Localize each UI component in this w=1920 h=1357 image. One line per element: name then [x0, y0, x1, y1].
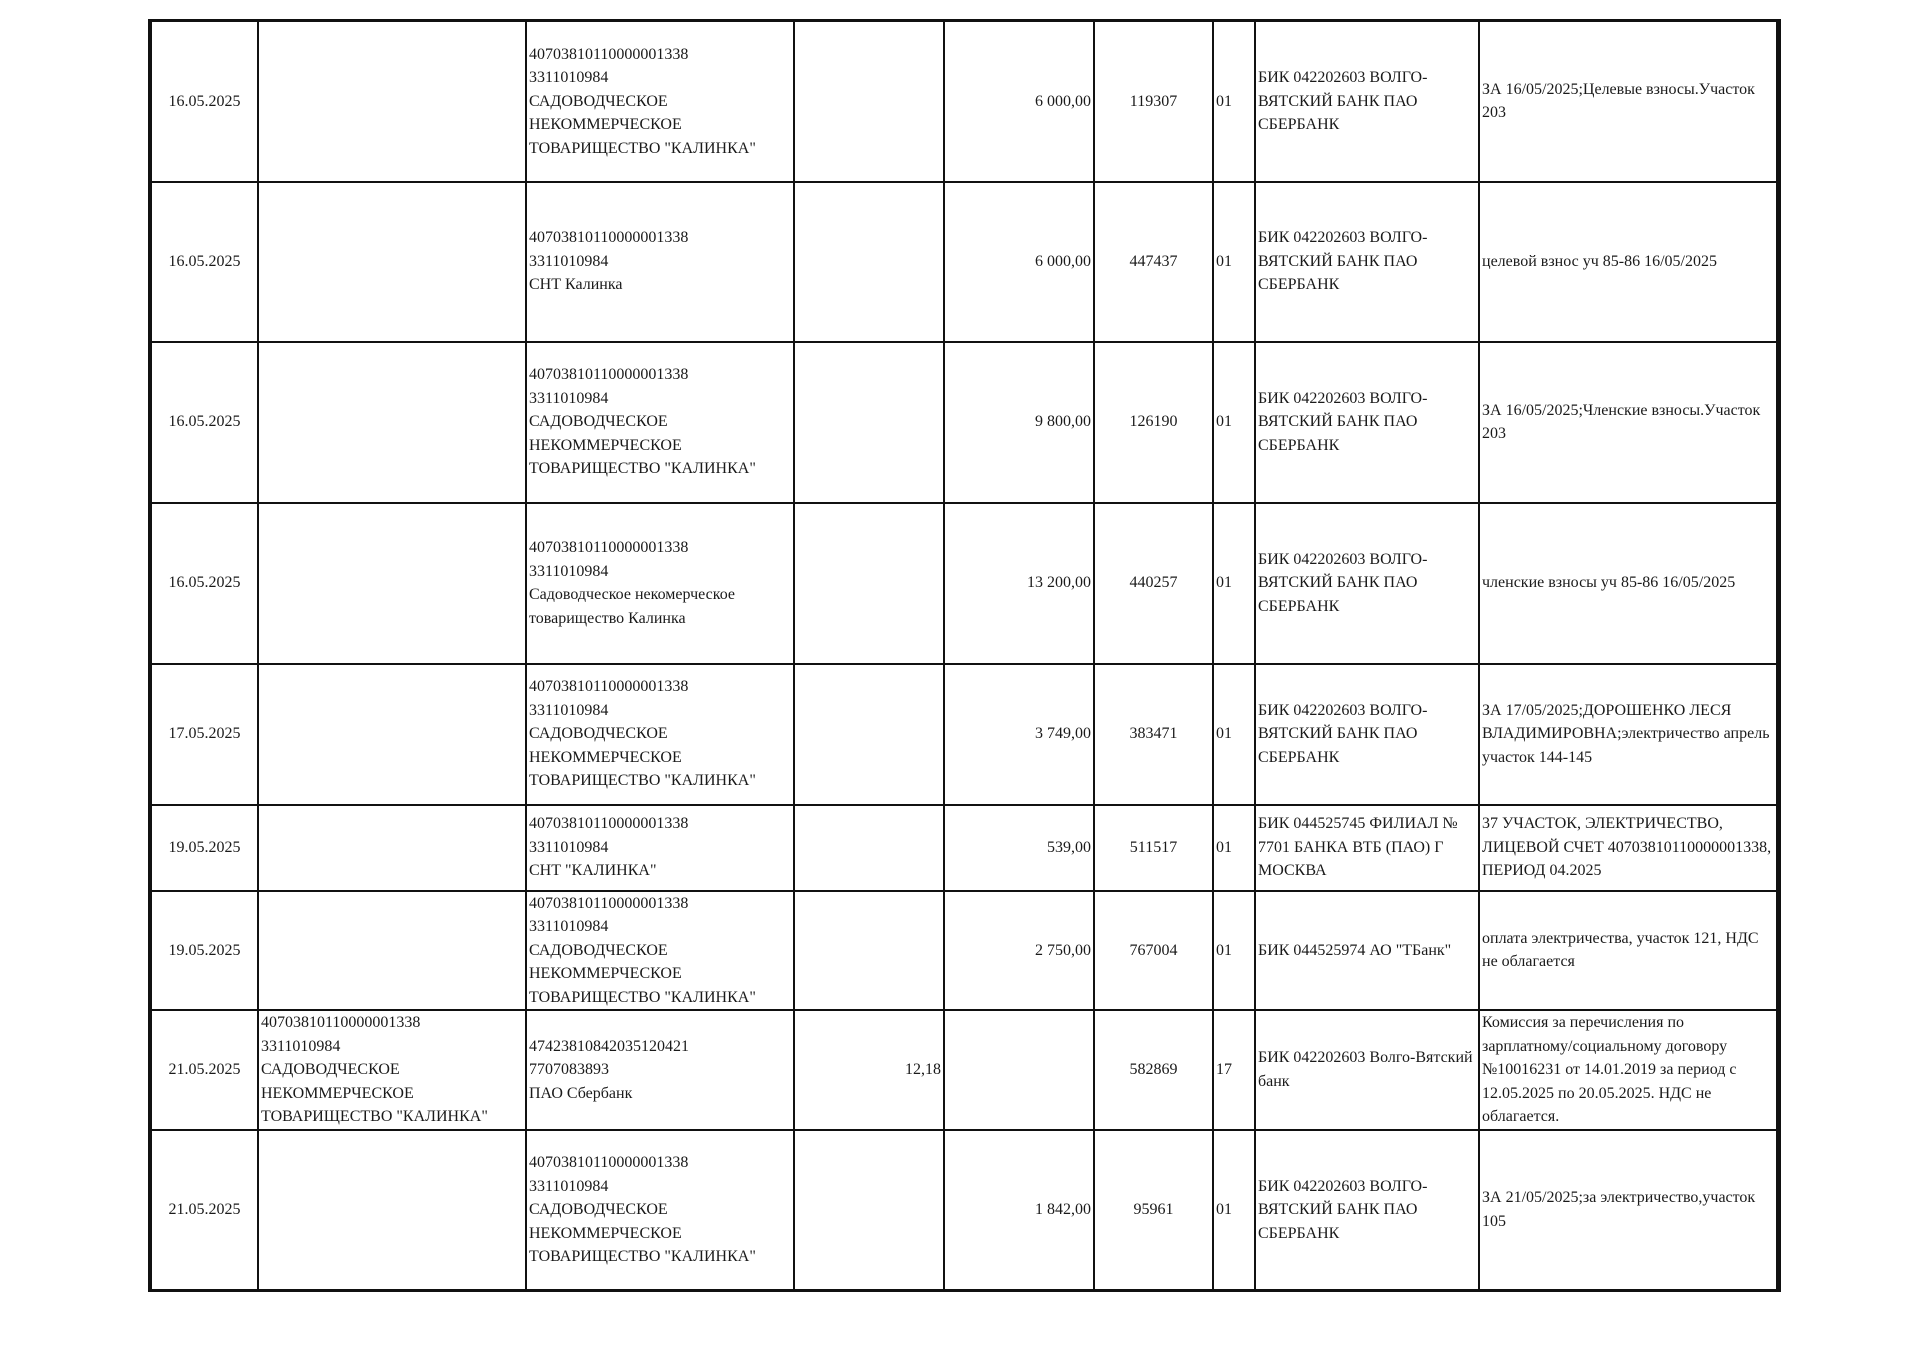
bank-cell: [1255, 1010, 1479, 1130]
recipient-cell: [526, 182, 794, 342]
purpose-text: ЗА 16/05/2025;Целевые взносы.Участок 203: [1482, 80, 1755, 122]
date-cell: [150, 182, 258, 342]
op-code-cell: [1213, 1010, 1255, 1130]
recipient-line: СНТ "КАЛИНКА": [529, 862, 657, 880]
purpose-cell: [1479, 1010, 1778, 1130]
date-cell: [150, 342, 258, 503]
debit-cell: [794, 891, 944, 1011]
bank-cell: [1255, 891, 1479, 1011]
recipient-line: 40703810110000001338: [529, 45, 689, 63]
op-code-cell: [1213, 503, 1255, 664]
recipient-cell: [526, 1130, 794, 1291]
purpose-text: 37 УЧАСТОК, ЭЛЕКТРИЧЕСТВО, ЛИЦЕВОЙ СЧЕТ 40703810110000001338, ПЕРИОД 04.2025: [1482, 815, 1772, 880]
recipient-line: 40703810110000001338: [529, 539, 689, 556]
date-text: 19.05.2025: [168, 838, 241, 856]
op-code-cell: [1213, 664, 1255, 805]
date-cell: [150, 1130, 258, 1291]
debit-cell: [794, 182, 944, 342]
recipient-line: 3311010984: [529, 252, 609, 270]
bank-cell: [1255, 182, 1479, 342]
recipient-line: НЕКОММЕРЧЕСКОЕ: [529, 748, 682, 766]
purpose-cell: [1479, 503, 1778, 664]
op-code-text: 01: [1216, 838, 1232, 856]
bank-cell: [1255, 503, 1479, 664]
op-code-cell: [1213, 805, 1255, 891]
statement-body: [150, 21, 1778, 1291]
bank-text: БИК 042202603 ВОЛГО-ВЯТСКИЙ БАНК ПАО СБЕРБАНК: [1258, 1177, 1428, 1242]
debit-cell: [794, 1130, 944, 1291]
recipient-line: НЕКОММЕРЧЕСКОЕ: [529, 436, 682, 454]
recipient-line: ТОВАРИЩЕСТВО "КАЛИНКА": [529, 988, 756, 1006]
recipient-line: САДОВОДЧЕСКОЕ: [529, 725, 668, 743]
credit-cell: [944, 1010, 1094, 1130]
bank-text: БИК 042202603 ВОЛГО-ВЯТСКИЙ БАНК ПАО СБЕРБАНК: [1258, 229, 1428, 294]
doc-number-text: 95961: [1133, 1201, 1174, 1218]
recipient-line: 40703810110000001338: [529, 815, 689, 833]
date-cell: [150, 891, 258, 1011]
op-code-cell: [1213, 342, 1255, 503]
purpose-cell: [1479, 805, 1778, 891]
purpose-text: членские взносы уч 85-86 16/05/2025: [1482, 574, 1736, 592]
purpose-text: оплата электричества, участок 121, НДС не облагается: [1482, 929, 1759, 971]
date-cell: [150, 805, 258, 891]
recipient-line: 40703810110000001338: [529, 1154, 689, 1171]
credit-cell: [944, 182, 1094, 342]
doc-number-cell: [1094, 1010, 1213, 1130]
date-text: 21.05.2025: [168, 1201, 241, 1218]
payer-cell: [258, 1010, 526, 1130]
payer-cell: [258, 503, 526, 664]
bank-cell: [1255, 342, 1479, 503]
purpose-cell: [1479, 21, 1778, 182]
recipient-line: ТОВАРИЩЕСТВО "КАЛИНКА": [529, 139, 756, 157]
op-code-cell: [1213, 182, 1255, 342]
recipient-cell: [526, 891, 794, 1011]
doc-number-cell: [1094, 182, 1213, 342]
purpose-text: Комиссия за перечисления по зарплатному/социальному договору №10016231 от 14.01.2019 за период с 12.05.2025 по 20.05.2025. НДС не облагается.: [1482, 1014, 1737, 1125]
debit-cell: [794, 503, 944, 664]
purpose-cell: [1479, 664, 1778, 805]
table-row: [150, 664, 1778, 805]
purpose-cell: [1479, 1130, 1778, 1291]
date-cell: [150, 503, 258, 664]
doc-number-cell: [1094, 891, 1213, 1011]
recipient-line: САДОВОДЧЕСКОЕ: [529, 1201, 668, 1218]
recipient-line: САДОВОДЧЕСКОЕ: [529, 92, 668, 110]
table-row: [150, 891, 1778, 1011]
recipient-line: САДОВОДЧЕСКОЕ: [529, 941, 668, 959]
doc-number-text: 767004: [1129, 941, 1178, 959]
bank-text: БИК 044525745 ФИЛИАЛ № 7701 БАНКА ВТБ (ПАО) Г МОСКВА: [1258, 815, 1458, 880]
recipient-line: САДОВОДЧЕСКОЕ: [529, 413, 668, 431]
op-code-text: 01: [1216, 92, 1232, 110]
recipient-line: 3311010984: [529, 389, 609, 407]
recipient-line: 40703810110000001338: [529, 678, 689, 696]
recipient-cell: [526, 1010, 794, 1130]
payer-cell: [258, 342, 526, 503]
payer-cell: [258, 182, 526, 342]
payer-line: САДОВОДЧЕСКОЕ: [261, 1061, 400, 1078]
payer-cell: [258, 1130, 526, 1291]
purpose-text: ЗА 21/05/2025;за электричество,участок 105: [1482, 1189, 1756, 1230]
bank-text: БИК 042202603 ВОЛГО-ВЯТСКИЙ БАНК ПАО СБЕРБАНК: [1258, 550, 1428, 615]
purpose-text: ЗА 16/05/2025;Членские взносы.Участок 203: [1482, 401, 1761, 442]
debit-cell: [794, 1010, 944, 1130]
doc-number-text: 582869: [1129, 1061, 1178, 1078]
recipient-cell: [526, 21, 794, 182]
payer-line: НЕКОММЕРЧЕСКОЕ: [261, 1084, 414, 1102]
bank-cell: [1255, 1130, 1479, 1291]
op-code-cell: [1213, 1130, 1255, 1291]
table-row: [150, 182, 1778, 342]
credit-cell: [944, 664, 1094, 805]
date-cell: [150, 1010, 258, 1130]
debit-cell: [794, 805, 944, 891]
recipient-line: ТОВАРИЩЕСТВО "КАЛИНКА": [529, 772, 756, 790]
recipient-line: 3311010984: [529, 838, 609, 856]
statement-table: [148, 19, 1781, 1292]
doc-number-text: 511517: [1129, 838, 1178, 856]
recipient-line: 3311010984: [529, 918, 609, 935]
credit-text: 6 000,00: [1035, 252, 1091, 270]
credit-text: 1 842,00: [1035, 1201, 1091, 1218]
table-row: [150, 1010, 1778, 1130]
payer-line: 3311010984: [261, 1037, 341, 1055]
recipient-cell: [526, 503, 794, 664]
table-row: [150, 342, 1778, 503]
recipient-line: СНТ Калинка: [529, 276, 623, 294]
payer-cell: [258, 805, 526, 891]
op-code-text: 17: [1216, 1061, 1232, 1078]
bank-text: БИК 042202603 ВОЛГО-ВЯТСКИЙ БАНК ПАО СБЕРБАНК: [1258, 69, 1428, 133]
credit-cell: [944, 1130, 1094, 1291]
recipient-cell: [526, 342, 794, 503]
bank-cell: [1255, 664, 1479, 805]
table-row: [150, 805, 1778, 891]
recipient-line: 7707083893: [529, 1061, 609, 1078]
credit-text: 3 749,00: [1035, 725, 1091, 743]
date-text: 16.05.2025: [168, 574, 241, 592]
credit-text: 13 200,00: [1027, 574, 1091, 592]
credit-cell: [944, 503, 1094, 664]
doc-number-text: 126190: [1129, 413, 1178, 431]
recipient-line: 40703810110000001338: [529, 229, 689, 247]
debit-cell: [794, 342, 944, 503]
bank-text: БИК 042202603 Волго-Вятский банк: [1258, 1049, 1473, 1090]
debit-text: 12,18: [905, 1061, 941, 1078]
recipient-line: ТОВАРИЩЕСТВО "КАЛИНКА": [529, 460, 756, 478]
recipient-line: НЕКОММЕРЧЕСКОЕ: [529, 116, 682, 133]
date-text: 16.05.2025: [168, 413, 241, 431]
credit-cell: [944, 21, 1094, 182]
recipient-line: ТОВАРИЩЕСТВО "КАЛИНКА": [529, 1248, 756, 1265]
doc-number-text: 447437: [1129, 252, 1178, 270]
op-code-cell: [1213, 21, 1255, 182]
recipient-line: ПАО Сбербанк: [529, 1084, 633, 1102]
bank-cell: [1255, 805, 1479, 891]
doc-number-text: 440257: [1129, 574, 1178, 592]
recipient-line: 40703810110000001338: [529, 894, 689, 912]
recipient-line: 3311010984: [529, 701, 609, 719]
credit-cell: [944, 342, 1094, 503]
bank-text: БИК 042202603 ВОЛГО-ВЯТСКИЙ БАНК ПАО СБЕРБАНК: [1258, 389, 1428, 454]
recipient-line: НЕКОММЕРЧЕСКОЕ: [529, 1224, 682, 1242]
purpose-cell: [1479, 182, 1778, 342]
op-code-text: 01: [1216, 252, 1232, 270]
recipient-line: Садоводческое некомерческое: [529, 586, 735, 603]
op-code-text: 01: [1216, 1201, 1232, 1218]
op-code-text: 01: [1216, 941, 1232, 959]
doc-number-text: 119307: [1129, 92, 1178, 110]
payer-cell: [258, 891, 526, 1011]
purpose-cell: [1479, 891, 1778, 1011]
purpose-text: ЗА 17/05/2025;ДОРОШЕНКО ЛЕСЯ ВЛАДИМИРОВНА;электричество апрель участок 144-145: [1482, 701, 1770, 766]
recipient-line: 47423810842035120421: [529, 1037, 689, 1055]
doc-number-cell: [1094, 503, 1213, 664]
debit-cell: [794, 21, 944, 182]
table-row: [150, 503, 1778, 664]
op-code-text: 01: [1216, 413, 1232, 431]
table-row: [150, 21, 1778, 182]
payer-cell: [258, 21, 526, 182]
credit-text: 6 000,00: [1035, 92, 1091, 110]
recipient-line: товарищество Калинка: [529, 609, 686, 627]
doc-number-cell: [1094, 1130, 1213, 1291]
credit-text: 539,00: [1047, 838, 1091, 856]
table-row: [150, 1130, 1778, 1291]
bank-text: БИК 042202603 ВОЛГО-ВЯТСКИЙ БАНК ПАО СБЕРБАНК: [1258, 701, 1428, 766]
recipient-line: 3311010984: [529, 69, 609, 86]
credit-cell: [944, 891, 1094, 1011]
recipient-line: 3311010984: [529, 1177, 609, 1195]
credit-text: 9 800,00: [1035, 413, 1091, 431]
credit-cell: [944, 805, 1094, 891]
date-cell: [150, 664, 258, 805]
doc-number-text: 383471: [1129, 725, 1178, 743]
doc-number-cell: [1094, 21, 1213, 182]
payer-cell: [258, 664, 526, 805]
bank-cell: [1255, 21, 1479, 182]
date-text: 17.05.2025: [168, 725, 241, 743]
recipient-cell: [526, 805, 794, 891]
purpose-cell: [1479, 342, 1778, 503]
bank-text: БИК 044525974 АО "ТБанк": [1258, 941, 1452, 959]
credit-text: 2 750,00: [1035, 941, 1091, 959]
recipient-line: НЕКОММЕРЧЕСКОЕ: [529, 965, 682, 982]
payer-line: 40703810110000001338: [261, 1014, 421, 1031]
recipient-cell: [526, 664, 794, 805]
date-cell: [150, 21, 258, 182]
recipient-line: 40703810110000001338: [529, 366, 689, 384]
date-text: 16.05.2025: [168, 92, 241, 110]
debit-cell: [794, 664, 944, 805]
purpose-text: целевой взнос уч 85-86 16/05/2025: [1482, 252, 1717, 270]
date-text: 21.05.2025: [168, 1061, 241, 1078]
op-code-text: 01: [1216, 725, 1232, 743]
doc-number-cell: [1094, 805, 1213, 891]
doc-number-cell: [1094, 342, 1213, 503]
date-text: 16.05.2025: [168, 252, 241, 270]
recipient-line: 3311010984: [529, 562, 609, 580]
payer-line: ТОВАРИЩЕСТВО "КАЛИНКА": [261, 1108, 488, 1125]
op-code-cell: [1213, 891, 1255, 1011]
op-code-text: 01: [1216, 574, 1232, 592]
doc-number-cell: [1094, 664, 1213, 805]
date-text: 19.05.2025: [168, 941, 241, 959]
